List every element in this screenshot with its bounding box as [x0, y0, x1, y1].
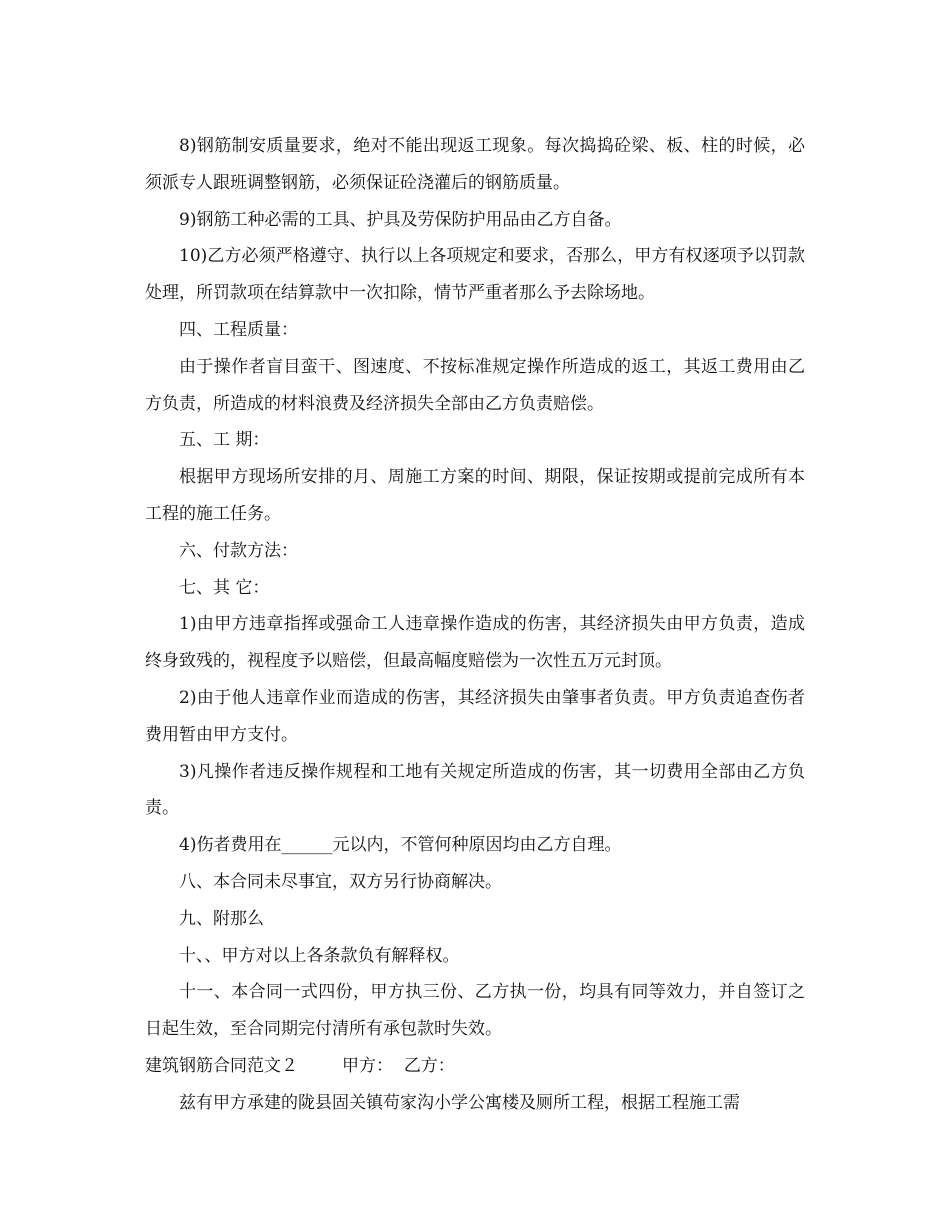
section-heading-payment: 六、付款方法： [179, 540, 298, 561]
section-heading-quality: 四、工程质量： [179, 319, 298, 340]
clause-10: 10)乙方必须严格遵守、执行以上各项规定和要求，否那么，甲方有权逐项予以罚款处理，所罚款项在结算款中一次扣除，情节严重者那么予去除场地。 [145, 246, 805, 304]
section-8: 八、本合同未尽事宜，双方另行协商解决。 [179, 871, 502, 892]
clause-9: 9)钢筋工种必需的工具、护具及劳保防护用品由乙方自备。 [179, 209, 622, 230]
section-heading-other: 七、其 它： [179, 577, 270, 598]
party-a-label: 甲方： [342, 1055, 393, 1076]
section-10: 十、、甲方对以上各条款负有解释权。 [179, 945, 460, 966]
schedule-paragraph: 根据甲方现场所安排的月、周施工方案的时间、期限，保证按期或提前完成所有本工程的施工任务。 [145, 467, 805, 524]
section-heading-schedule: 五、工 期： [179, 430, 270, 451]
other-clause-1: 1)由甲方违章指挥或强命工人违章操作造成的伤害，其经济损失由甲方负责，造成终身致残的，视程度予以赔偿，但最高幅度赔偿为一次性五万元封顶。 [145, 614, 805, 672]
section-9: 九、附那么 [179, 908, 264, 929]
contract-heading-line [145, 1048, 805, 1085]
clause-8: 8)钢筋制安质量要求，绝对不能出现返工现象。每次捣捣砼梁、板、柱的时候，必须派专人跟班调整钢筋，必须保证砼浇灌后的钢筋质量。 [145, 136, 805, 193]
final-paragraph: 兹有甲方承建的陇县固关镇苟家沟小学公寓楼及厕所工程，根据工程施工需 [179, 1092, 740, 1113]
party-b-label: 乙方： [403, 1055, 455, 1076]
other-clause-4: 4)伤者费用在______元以内，不管何种原因均由乙方自理。 [179, 835, 622, 856]
contract-title: 建筑钢筋合同范文２ [145, 1055, 298, 1076]
document-page [145, 128, 805, 1122]
section-11: 十一、本合同一式四份，甲方执三份、乙方执一份，均具有同等效力，并自签订之日起生效，至合同期完付清所有承包款时失效。 [145, 982, 805, 1040]
other-clause-3: 3)凡操作者违反操作规程和工地有关规定所造成的伤害，其一切费用全部由乙方负责。 [145, 761, 805, 819]
other-clause-2: 2)由于他人违章作业而造成的伤害，其经济损失由肇事者负责。甲方负责追查伤者费用暂由甲方支付。 [145, 687, 805, 745]
quality-paragraph: 由于操作者盲目蛮干、图速度、不按标准规定操作所造成的返工，其返工费用由乙方负责，所造成的材料浪费及经济损失全部由乙方负责赔偿。 [145, 356, 805, 414]
